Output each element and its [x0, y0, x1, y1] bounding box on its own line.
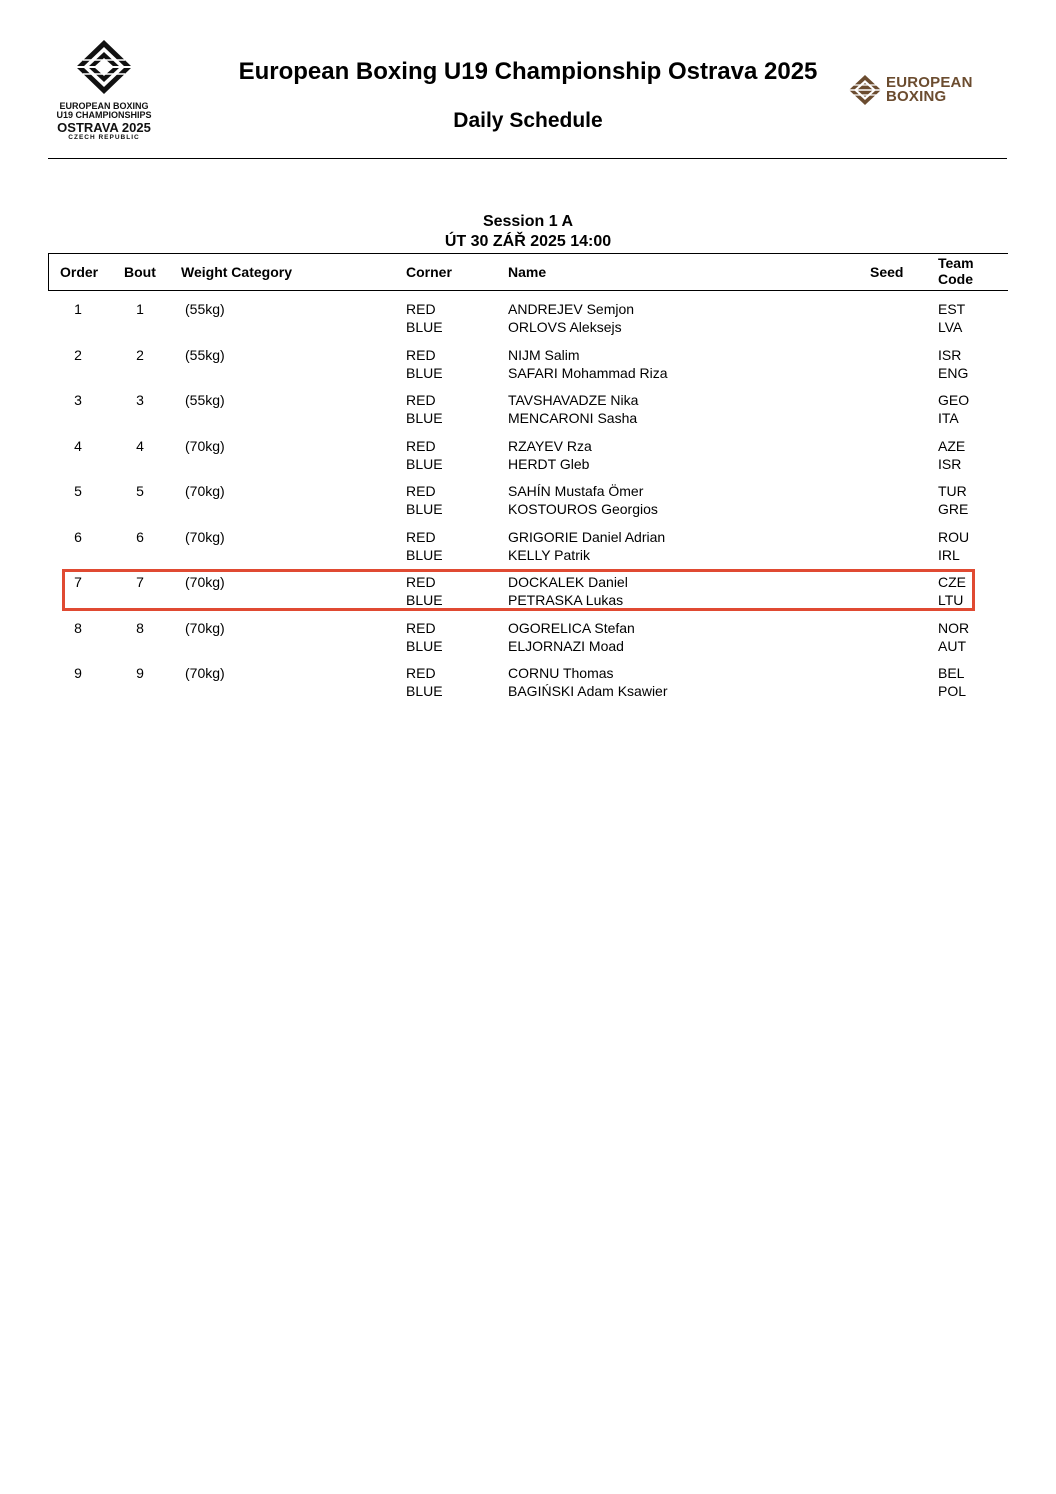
- red-corner: RED: [406, 301, 436, 317]
- blue-boxer-name: PETRASKA Lukas: [508, 592, 624, 608]
- blue-corner: BLUE: [406, 501, 443, 517]
- logo-text-line2: U19 CHAMPIONSHIPS: [56, 110, 152, 121]
- bout-cell: 3: [136, 392, 144, 408]
- session-title: Session 1 A: [482, 213, 574, 230]
- name-cell: [508, 391, 638, 427]
- weight-cell: (55kg): [185, 346, 225, 363]
- blue-corner: BLUE: [406, 455, 443, 472]
- blue-boxer-name: SAFARI Mohammad Riza: [508, 364, 668, 381]
- blue-boxer-name: KOSTOUROS Georgios: [508, 501, 658, 517]
- col-name: Name: [508, 264, 547, 280]
- corner-cell: [406, 437, 443, 473]
- order-cell: 8: [74, 619, 82, 636]
- blue-boxer-name: HERDT Gleb: [508, 455, 590, 472]
- table-row: [0, 437, 1056, 483]
- red-team-code: AZE: [938, 437, 966, 454]
- blue-corner: BLUE: [406, 364, 443, 381]
- blue-team-code: AUT: [938, 637, 966, 654]
- name-cell: [508, 482, 658, 518]
- order-cell: 2: [74, 346, 82, 363]
- red-corner: RED: [406, 437, 436, 454]
- blue-boxer-name: ELJORNAZI Moad: [508, 637, 624, 654]
- corner-cell: [406, 664, 443, 700]
- name-cell: [508, 346, 668, 382]
- team-cell: [938, 300, 965, 336]
- order-cell: 1: [74, 301, 82, 317]
- col-bout: Bout: [124, 264, 156, 280]
- team-cell: [938, 437, 965, 473]
- col-team-line1: Team: [938, 255, 974, 271]
- name-cell: [508, 300, 634, 336]
- corner-cell: [406, 619, 443, 655]
- red-corner: RED: [406, 574, 436, 590]
- col-corner: Corner: [406, 264, 452, 280]
- logo-text-line1: EUROPEAN BOXING: [59, 101, 149, 111]
- blue-corner: BLUE: [406, 637, 443, 654]
- blue-corner: BLUE: [406, 319, 443, 335]
- red-corner: RED: [406, 528, 436, 545]
- header-divider: [48, 158, 1007, 159]
- red-team-code: ROU: [938, 528, 970, 545]
- blue-team-code: GRE: [938, 501, 969, 517]
- corner-cell: [406, 482, 443, 518]
- red-team-code: GEO: [938, 392, 970, 408]
- corner-cell: [406, 391, 443, 427]
- order-cell: 3: [74, 392, 82, 408]
- red-corner: RED: [406, 392, 436, 408]
- table-row: [0, 664, 1056, 710]
- red-team-code: NOR: [938, 619, 970, 636]
- bout-7-highlight-box: [62, 569, 975, 611]
- bout-cell: 6: [136, 528, 144, 545]
- red-team-code: ISR: [938, 346, 962, 363]
- blue-team-code: LVA: [938, 319, 963, 335]
- logo-text-line3: OSTRAVA 2025: [57, 119, 151, 135]
- name-cell: [508, 619, 635, 655]
- blue-team-code: IRL: [938, 546, 960, 563]
- red-team-code: BEL: [938, 665, 965, 681]
- logo-right-line2: BOXING: [886, 88, 947, 105]
- blue-boxer-name: KELLY Patrik: [508, 546, 590, 563]
- team-cell: [938, 528, 969, 564]
- table-header: [48, 253, 1008, 291]
- blue-team-code: ISR: [938, 455, 962, 472]
- red-boxer-name: GRIGORIE Daniel Adrian: [508, 528, 666, 545]
- red-boxer-name: RZAYEV Rza: [508, 437, 592, 454]
- order-cell: 5: [74, 483, 82, 499]
- red-corner: RED: [406, 483, 436, 499]
- order-cell: 6: [74, 528, 82, 545]
- order-cell: 4: [74, 437, 82, 454]
- table-row: [0, 346, 1056, 392]
- bout-cell: 4: [136, 437, 144, 454]
- team-cell: [938, 346, 968, 382]
- blue-team-code: ENG: [938, 364, 969, 381]
- blue-boxer-name: BAGIŃSKI Adam Ksawier: [508, 683, 668, 699]
- bout-cell: 8: [136, 619, 144, 636]
- red-boxer-name: NIJM Salim: [508, 346, 580, 363]
- red-boxer-name: CORNU Thomas: [508, 665, 614, 681]
- corner-cell: [406, 346, 443, 382]
- red-corner: RED: [406, 665, 436, 681]
- blue-team-code: POL: [938, 683, 967, 699]
- corner-cell: [406, 300, 443, 336]
- boxing-ring-icon: [848, 74, 882, 106]
- bout-cell: 2: [136, 346, 144, 363]
- red-team-code: EST: [938, 301, 966, 317]
- red-team-code: CZE: [938, 574, 966, 590]
- weight-cell: (70kg): [185, 437, 225, 454]
- table-row: [0, 482, 1056, 528]
- page-subtitle: Daily Schedule: [453, 109, 603, 132]
- schedule-table-body: [0, 300, 1056, 710]
- page-title: European Boxing U19 Championship Ostrava 2025: [238, 58, 818, 85]
- team-cell: [938, 664, 966, 700]
- team-cell: [938, 391, 969, 427]
- col-weight: Weight Category: [181, 264, 292, 280]
- blue-boxer-name: MENCARONI Sasha: [508, 410, 638, 426]
- red-boxer-name: SAHÍN Mustafa Ömer: [508, 483, 644, 499]
- col-order: Order: [60, 264, 99, 280]
- weight-cell: (70kg): [185, 483, 225, 499]
- table-row: [0, 619, 1056, 665]
- red-team-code: TUR: [938, 483, 967, 499]
- weight-cell: (55kg): [185, 392, 225, 408]
- session-heading: [0, 212, 1056, 252]
- order-cell: 7: [74, 574, 82, 590]
- bout-cell: 7: [136, 574, 144, 590]
- weight-cell: (70kg): [185, 619, 225, 636]
- col-team-line2: Code: [938, 271, 973, 287]
- bout-cell: 1: [136, 301, 144, 317]
- red-boxer-name: ANDREJEV Semjon: [508, 301, 635, 317]
- order-cell: 9: [74, 665, 82, 681]
- blue-corner: BLUE: [406, 546, 443, 563]
- table-row: [0, 528, 1056, 574]
- weight-cell: (70kg): [185, 528, 225, 545]
- table-row: [0, 300, 1056, 346]
- corner-cell: [406, 528, 443, 564]
- red-corner: RED: [406, 619, 436, 636]
- blue-team-code: ITA: [938, 410, 959, 426]
- col-seed: Seed: [870, 264, 904, 280]
- weight-cell: (70kg): [185, 665, 225, 681]
- red-boxer-name: OGORELICA Stefan: [508, 619, 635, 636]
- name-cell: [508, 437, 592, 473]
- blue-boxer-name: ORLOVS Aleksejs: [508, 319, 622, 335]
- col-team-code: [938, 255, 974, 287]
- red-boxer-name: DOCKALEK Daniel: [508, 574, 628, 590]
- weight-cell: (70kg): [185, 574, 225, 590]
- blue-team-code: LTU: [938, 592, 964, 608]
- table-row: [0, 391, 1056, 437]
- logo-text-line4: CZECH REPUBLIC: [68, 133, 140, 141]
- red-corner: RED: [406, 346, 436, 363]
- blue-corner: BLUE: [406, 410, 443, 426]
- name-cell: [508, 528, 665, 564]
- session-datetime: ÚT 30 ZÁŘ 2025 14:00: [444, 233, 612, 250]
- bout-cell: 5: [136, 483, 144, 499]
- blue-corner: BLUE: [406, 683, 443, 699]
- european-boxing-logo: [848, 74, 973, 106]
- weight-cell: (55kg): [185, 301, 225, 317]
- bout-cell: 9: [136, 665, 144, 681]
- logo-right-line1: EUROPEAN: [886, 74, 973, 91]
- team-cell: [938, 619, 969, 655]
- blue-corner: BLUE: [406, 592, 443, 608]
- name-cell: [508, 664, 668, 700]
- red-boxer-name: TAVSHAVADZE Nika: [508, 392, 639, 408]
- team-cell: [938, 482, 968, 518]
